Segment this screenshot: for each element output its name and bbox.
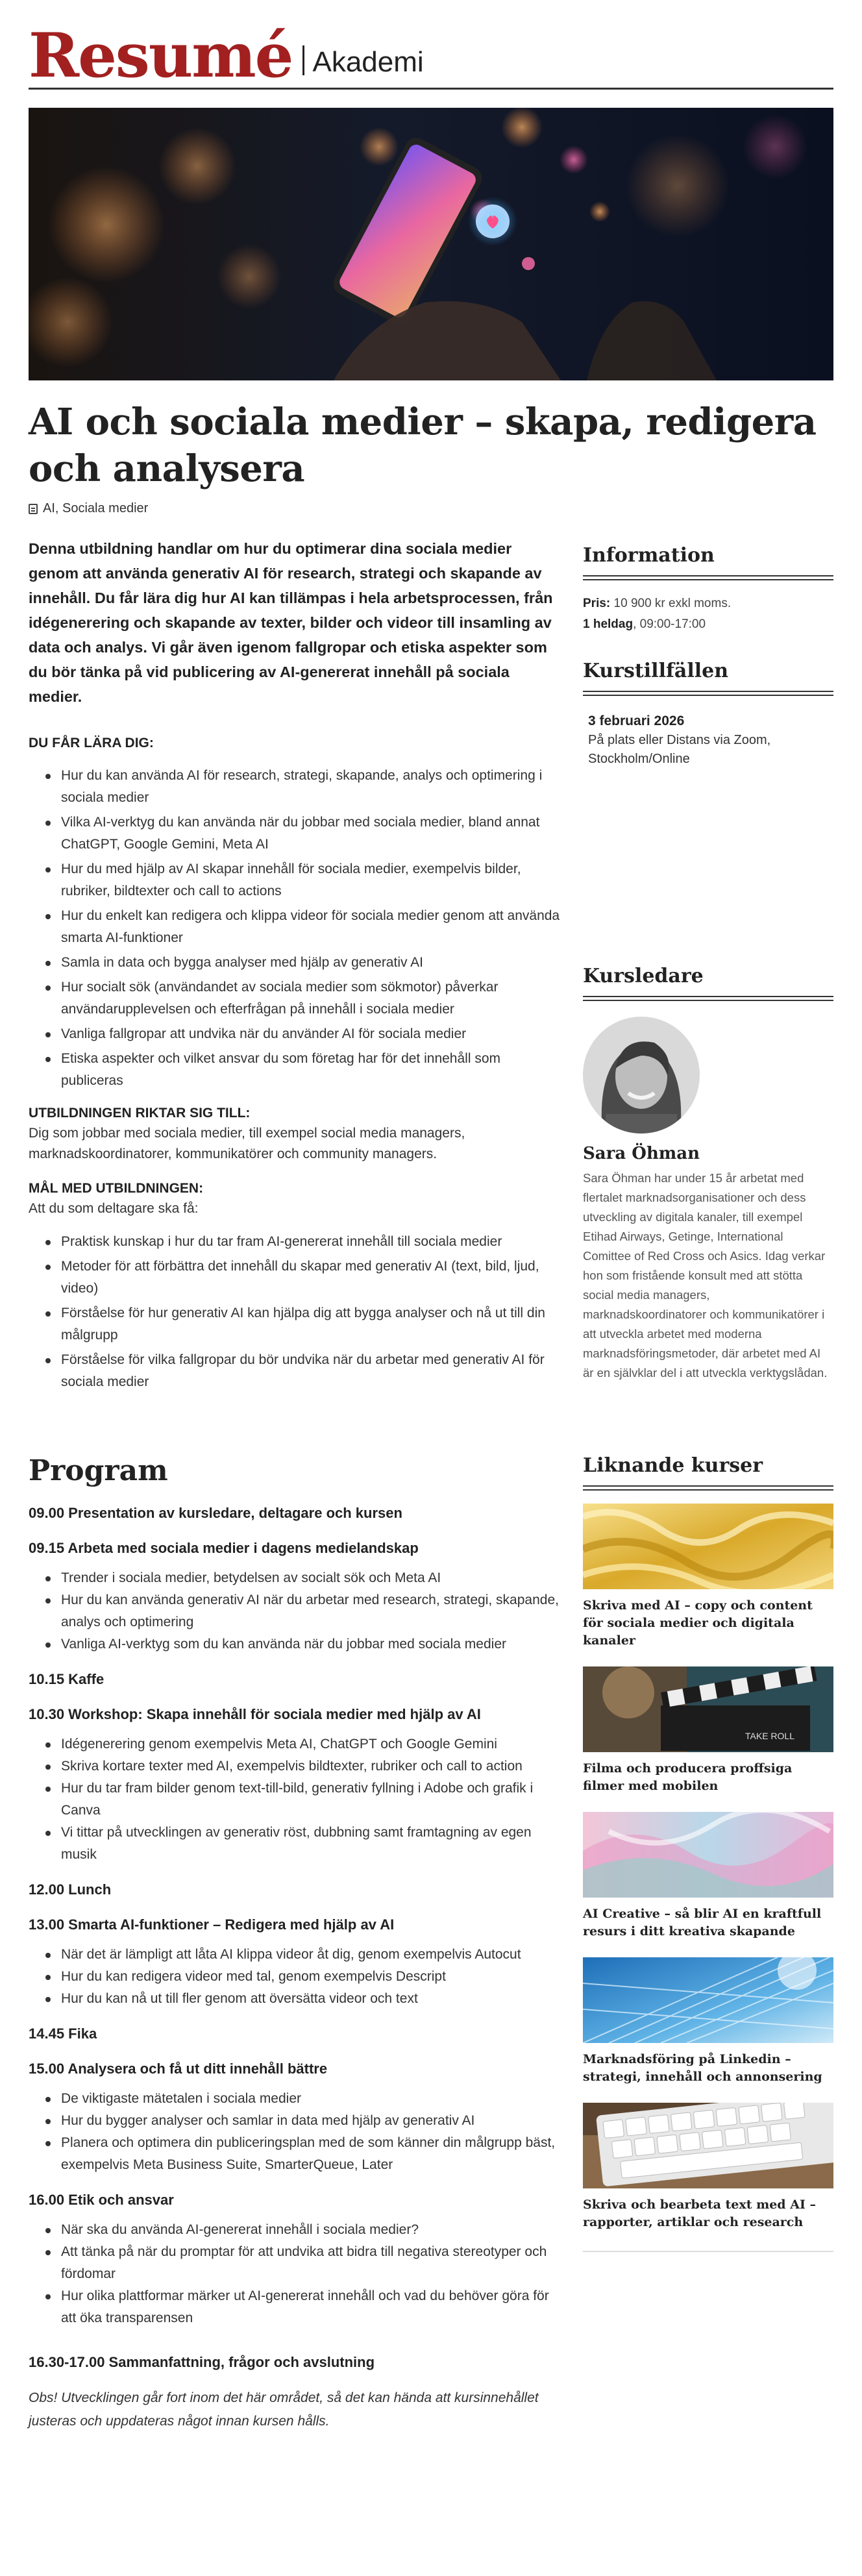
program-slot-items bbox=[29, 2219, 565, 2329]
typewriter-keyboard-icon bbox=[583, 2103, 833, 2188]
list-item: Vi tittar på utvecklingen av generativ röst, dubbning samt framtagning av egen musik bbox=[42, 1822, 565, 1866]
duration-row bbox=[583, 614, 833, 635]
course-intro: Denna utbildning handlar om hur du optimerar dina sociala medier genom att använda generativ AI för research, strategi och skapande av innehåll. Du får lära dig hur AI kan tillämpas i hela arbetsprocessen, från idégenerering och skapande av texter, bilder och videor till insamling av data och analys. Vi går även igenom fallgropar och etiska aspekter som du bör tänka på vid publicering av AI-genererat innehåll på sociala medier. bbox=[29, 540, 553, 705]
target-heading: UTBILDNINGEN RIKTAR SIG TILL: bbox=[29, 1106, 251, 1121]
tag-list[interactable]: AI, Sociala medier bbox=[43, 501, 149, 515]
dates-panel bbox=[583, 658, 833, 769]
program-slot-heading: 10.30 Workshop: Skapa innehåll för sociala medier med hjälp av AI bbox=[29, 1706, 481, 1722]
list-item: Vanliga AI-verktyg som du kan använda när du jobbar med sociala medier bbox=[42, 1633, 565, 1655]
program-slot-items bbox=[29, 1944, 565, 2010]
list-item: Skriva kortare texter med AI, exempelvis bildtexter, rubriker och call to action bbox=[42, 1755, 565, 1777]
target-text: Dig som jobbar med sociala medier, till exempel social media managers, marknadskoordinatorer, kommunikatörer och community managers. bbox=[29, 1126, 465, 1161]
list-item: Hur du tar fram bilder genom text-till-bild, generativ fyllning i Adobe och grafik i Canva bbox=[42, 1777, 565, 1822]
list-item: Samla in data och bygga analyser med hjälp av generativ AI bbox=[42, 952, 565, 974]
list-item: Förståelse för vilka fallgropar du bör undvika när du arbetar med generativ AI för sociala medier bbox=[42, 1349, 565, 1393]
glass-building-icon bbox=[583, 1957, 833, 2043]
logo-wordmark: Resumé bbox=[29, 20, 293, 92]
person-photo-icon bbox=[583, 1017, 700, 1133]
pastel-waves-icon bbox=[583, 1812, 833, 1898]
program-slot-heading: 10.15 Kaffe bbox=[29, 1671, 105, 1687]
program-slot-items bbox=[29, 1567, 565, 1655]
goal-text: Att du som deltagare ska få: bbox=[29, 1201, 199, 1216]
list-item: Vilka AI-verktyg du kan använda när du jobbar med sociala medier, bland annat ChatGPT, Google Gemini, Meta AI bbox=[42, 811, 565, 856]
price-label: Pris: bbox=[583, 597, 611, 610]
price-value: 10 900 kr exkl moms. bbox=[613, 597, 732, 610]
list-item: Praktisk kunskap i hur du tar fram AI-genererat innehåll till sociala medier bbox=[42, 1231, 565, 1253]
list-item: Att tänka på när du promptar för att undvika att bidra till negativa stereotyper och fördomar bbox=[42, 2241, 565, 2285]
list-item: Hur du kan nå ut till fler genom att översätta videor och text bbox=[42, 1988, 565, 2010]
logo-subtitle: Akademi bbox=[312, 46, 424, 78]
course-thumbnail bbox=[583, 2103, 833, 2188]
course-thumbnail bbox=[583, 1504, 833, 1589]
hero-photo-icon bbox=[29, 108, 833, 380]
list-item: De viktigaste mätetalen i sociala medier bbox=[42, 2088, 565, 2110]
list-item: Planera och optimera din publiceringsplan med de som känner din målgrupp bäst, exempelvis Meta Business Suite, SmarterQueue, Later bbox=[42, 2132, 565, 2176]
avatar bbox=[583, 1017, 700, 1133]
program-slot-heading: 13.00 Smarta AI-funktioner – Redigera med hjälp av AI bbox=[29, 1916, 395, 1933]
goal-heading: MÅL MED UTBILDNINGEN: bbox=[29, 1181, 204, 1196]
course-thumbnail bbox=[583, 1666, 833, 1752]
similar-course-card[interactable] bbox=[583, 1957, 833, 2086]
program-slot-heading: 09.00 Presentation av kursledare, deltagare och kursen bbox=[29, 1505, 402, 1521]
program-slot-heading: 09.15 Arbeta med sociala medier i dagens medielandskap bbox=[29, 1540, 419, 1556]
duration-label: 1 heldag bbox=[583, 617, 634, 631]
duration-value: , 09:00-17:00 bbox=[633, 617, 706, 631]
dates-heading: Kurstillfällen bbox=[583, 658, 833, 692]
program-slot-items bbox=[29, 1733, 565, 1866]
list-item: Vanliga fallgropar att undvika när du använder AI för sociala medier bbox=[42, 1023, 565, 1045]
similar-course-card[interactable] bbox=[583, 1666, 833, 1795]
course-thumbnail bbox=[583, 1812, 833, 1898]
date-title: 3 februari 2026 bbox=[588, 713, 685, 728]
leader-heading: Kursledare bbox=[583, 963, 833, 997]
info-body bbox=[583, 593, 833, 635]
price-row bbox=[583, 593, 833, 614]
site-logo[interactable] bbox=[29, 20, 833, 92]
info-heading: Information bbox=[583, 543, 833, 576]
list-item: Hur socialt sök (användandet av sociala medier som sökmotor) påverkar användarupplevelsen och efterfrågan på innehåll i sociala medier bbox=[42, 976, 565, 1021]
similar-courses bbox=[583, 1453, 833, 2252]
list-item: Trender i sociala medier, betydelsen av socialt sök och Meta AI bbox=[42, 1567, 565, 1589]
course-description bbox=[29, 536, 565, 1396]
similar-course-title: AI Creative – så blir AI en kraftfull resurs i ditt kreativa skapande bbox=[583, 1907, 822, 1938]
program-list bbox=[29, 1502, 565, 2433]
logo-divider bbox=[302, 45, 304, 75]
course-tags bbox=[29, 501, 148, 516]
program-note: Obs! Utvecklingen går fort inom det här området, så det kan hända att kursinnehållet justeras och uppdateras något innan kursen hålls. bbox=[29, 2390, 539, 2429]
similar-divider bbox=[583, 2251, 833, 2252]
program-title: Program bbox=[29, 1454, 168, 1487]
program-slot-heading: 15.00 Analysera och få ut ditt innehåll bättre bbox=[29, 2061, 328, 2077]
clapperboard-icon bbox=[583, 1666, 833, 1752]
list-item: När det är lämpligt att låta AI klippa videor åt dig, genom exempelvis Autocut bbox=[42, 1944, 565, 1966]
leader-panel bbox=[583, 963, 833, 1383]
list-item: Idégenerering genom exempelvis Meta AI, ChatGPT och Google Gemini bbox=[42, 1733, 565, 1755]
program-slot-heading: 14.45 Fika bbox=[29, 2025, 97, 2042]
date-option[interactable] bbox=[583, 712, 833, 769]
goal-list bbox=[29, 1231, 565, 1393]
program-closing: 16.30-17.00 Sammanfattning, frågor och avslutning bbox=[29, 2354, 375, 2370]
list-item: Förståelse för hur generativ AI kan hjälpa dig att bygga analyser och nå ut till din målgrupp bbox=[42, 1302, 565, 1346]
page-title: AI och sociala medier – skapa, redigera och analysera bbox=[29, 401, 817, 490]
similar-heading: Liknande kurser bbox=[583, 1453, 833, 1487]
list-item: Hur du enkelt kan redigera och klippa videor för sociala medier genom att använda smarta AI-funktioner bbox=[42, 905, 565, 949]
list-item: Hur du bygger analyser och samlar in data med hjälp av generativ AI bbox=[42, 2110, 565, 2132]
program-slot-heading: 16.00 Etik och ansvar bbox=[29, 2192, 174, 2208]
list-item: När ska du använda AI-genererat innehåll i sociala medier? bbox=[42, 2219, 565, 2241]
list-item: Hur du kan använda AI för research, strategi, skapande, analys och optimering i sociala medier bbox=[42, 765, 565, 809]
similar-course-title: Skriva med AI – copy och content för sociala medier och digitala kanaler bbox=[583, 1598, 813, 1648]
list-item: Hur du kan redigera videor med tal, genom exempelvis Descript bbox=[42, 1966, 565, 1988]
learn-heading: DU FÅR LÄRA DIG: bbox=[29, 736, 154, 750]
list-item: Hur du med hjälp av AI skapar innehåll för sociala medier, exempelvis bilder, rubriker, bildtexter och call to actions bbox=[42, 858, 565, 902]
similar-course-card[interactable] bbox=[583, 1812, 833, 1940]
learn-list bbox=[29, 765, 565, 1092]
similar-course-title: Skriva och bearbeta text med AI – rapporter, artiklar och research bbox=[583, 2198, 816, 2229]
site-header bbox=[29, 20, 833, 92]
leader-bio: Sara Öhman har under 15 år arbetat med flertalet marknadsorganisationer och dess utveckling av digitala kanaler, till exempel Etihad Airways, Getinge, International Comittee of Red Cross och Asics. Idag verkar hon som fristående konsult med att stötta social media managers, marknadskoordinatorer och kommunikatörer i att utveckla arbetet med moderna marknadsföringsmetoder, där arbetet med AI är en självklar del i att utveckla verktygslådan. bbox=[583, 1171, 828, 1380]
gold-waves-icon bbox=[583, 1504, 833, 1589]
list-item: Hur olika plattformar märker ut AI-genererat innehåll och vad du behöver göra för att öka transparensen bbox=[42, 2285, 565, 2329]
similar-course-title: Filma och producera proffsiga filmer med mobilen bbox=[583, 1761, 793, 1793]
program-slot-items bbox=[29, 2088, 565, 2176]
date-place: På plats eller Distans via Zoom, Stockholm/Online bbox=[588, 733, 771, 766]
list-item: Metoder för att förbättra det innehåll du skapar med generativ AI (text, bild, ljud, video) bbox=[42, 1256, 565, 1300]
info-panel bbox=[583, 543, 833, 635]
similar-course-card[interactable] bbox=[583, 2103, 833, 2231]
similar-course-card[interactable] bbox=[583, 1504, 833, 1650]
leader-name: Sara Öhman bbox=[583, 1144, 700, 1163]
course-thumbnail bbox=[583, 1957, 833, 2043]
tag-icon bbox=[29, 504, 38, 514]
svg-text:TAKE ROLL: TAKE ROLL bbox=[745, 1731, 794, 1741]
hero-image bbox=[29, 108, 833, 380]
list-item: Etiska aspekter och vilket ansvar du som företag har för det innehåll som publiceras bbox=[42, 1048, 565, 1092]
program-slot-heading: 12.00 Lunch bbox=[29, 1881, 112, 1898]
list-item: Hur du kan använda generativ AI när du arbetar med research, strategi, skapande, analys och optimering bbox=[42, 1589, 565, 1633]
similar-course-title: Marknadsföring på Linkedin – strategi, innehåll och annonsering bbox=[583, 2052, 822, 2084]
